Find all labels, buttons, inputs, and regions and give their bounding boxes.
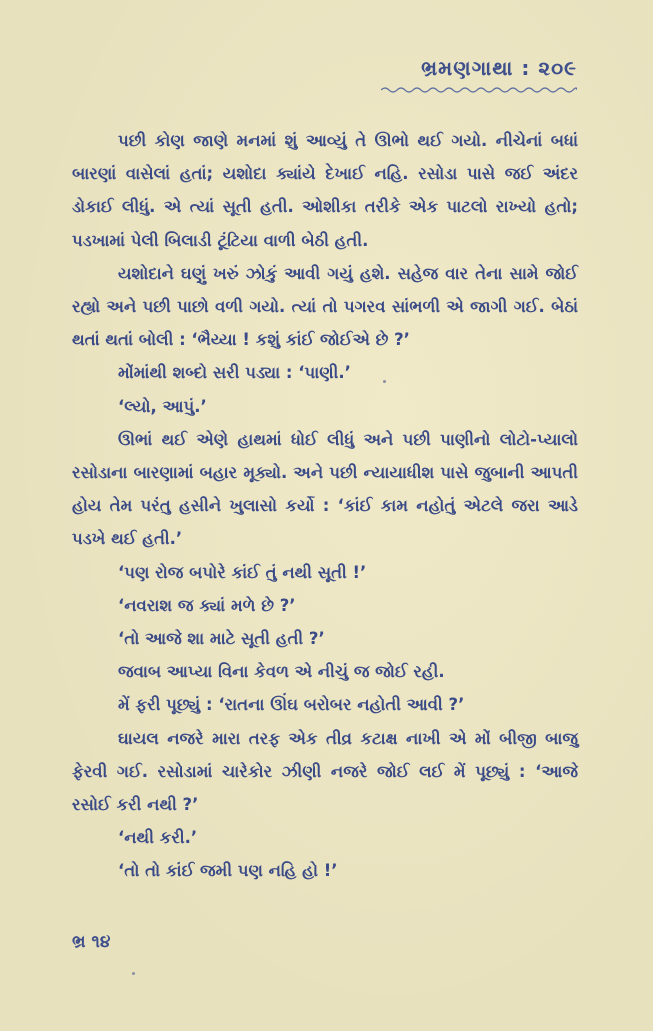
dialogue-line: ‘તો તો કાંઈ જમી પણ નહિ હો !’ bbox=[118, 861, 338, 881]
dialogue-line: મેં ફરી પૂછ્યું : ‘રાતના ઊંઘ બરોબર નહોતી આવી ?’ bbox=[118, 695, 465, 715]
dialogue-line: ‘લ્યો, આપું.’ bbox=[118, 396, 207, 416]
dialogue-line: જવાબ આપ્યા વિના કેવળ એ નીચું જ જોઈ રહી. bbox=[118, 662, 445, 682]
dialogue-line: ‘નવરાશ જ ક્યાં મળે છે ?’ bbox=[118, 595, 296, 615]
paper-speck bbox=[132, 972, 135, 975]
paragraph: ઘાયલ નજરે મારા તરફ એક તીવ્ર કટાક્ષ નાખી એ મોં બીજી બાજુ ફેરવી ગઈ. રસોડામાં ચારેકોર ઝીણી નજરે જોઈ લઈ મેં પૂછ્યું : ‘આજે રસોઈ કરી નથી ?’ bbox=[72, 728, 578, 815]
dialogue-line: ‘તો આજે શા માટે સૂતી હતી ?’ bbox=[118, 629, 325, 649]
dialogue-line: ‘પણ રોજ બપોરે કાંઈ તું નથી સૂતી !’ bbox=[118, 562, 367, 582]
dialogue-line: મોંમાંથી શબ્દો સરી પડ્યા : ‘પાણી.’ bbox=[118, 363, 351, 383]
paragraph: યશોદાને ઘણું ખરું ઝોકું આવી ગયું હશે. સહેજ વાર તેના સામે જોઈ રહ્યો અને પછી પાછો વળી ગયો. ત્યાં તો પગરવ સાંભળી એ જાગી ગઈ. બેઠાં થતાં થતાં બોલી : ‘ભૈય્યા ! કશું કાંઈ જોઈએ છે ?’ bbox=[72, 263, 578, 350]
header-wavy-rule bbox=[381, 86, 577, 94]
paragraph: પછી કોણ જાણે મનમાં શું આવ્યું તે ઊભો થઈ ગયો. નીચેનાં બધાં બારણાં વાસેલાં હતાં; યશોદા ક્યાંયે દેખાઈ નહિ. રસોડા પાસે જઈ અંદર ડોકાઈ લીધું. એ ત્યાં સૂતી હતી. ઓશીકા તરીકે એક પાટલો રાખ્યો હતો; પડખામાં પેલી બિલાડી ટૂંટિયા વાળી બેઠી હતી. bbox=[72, 131, 578, 250]
paragraph: ઊભાં થઈ એણે હાથમાં ધોઈ લીધું અને પછી પાણીનો લોટો-પ્યાલો રસોડાના બારણામાં બહાર મૂક્યો. અને પછી ન્યાયાધીશ પાસે જુબાની આપતી હોય તેમ પરંતુ હસીને ખુલાસો કર્યો : ‘કાંઈ કામ નહોતું એટલે જરા આડે પડખે થઈ હતી.’ bbox=[72, 429, 578, 549]
paper-speck bbox=[383, 380, 386, 383]
running-header: ભ્રમણગાથા : ૨૦૯ bbox=[421, 56, 577, 80]
dialogue-line: ‘નથી કરી.’ bbox=[118, 828, 198, 848]
body-text bbox=[72, 124, 578, 888]
signature-mark: ભ્ર ૧૪ bbox=[72, 932, 111, 952]
